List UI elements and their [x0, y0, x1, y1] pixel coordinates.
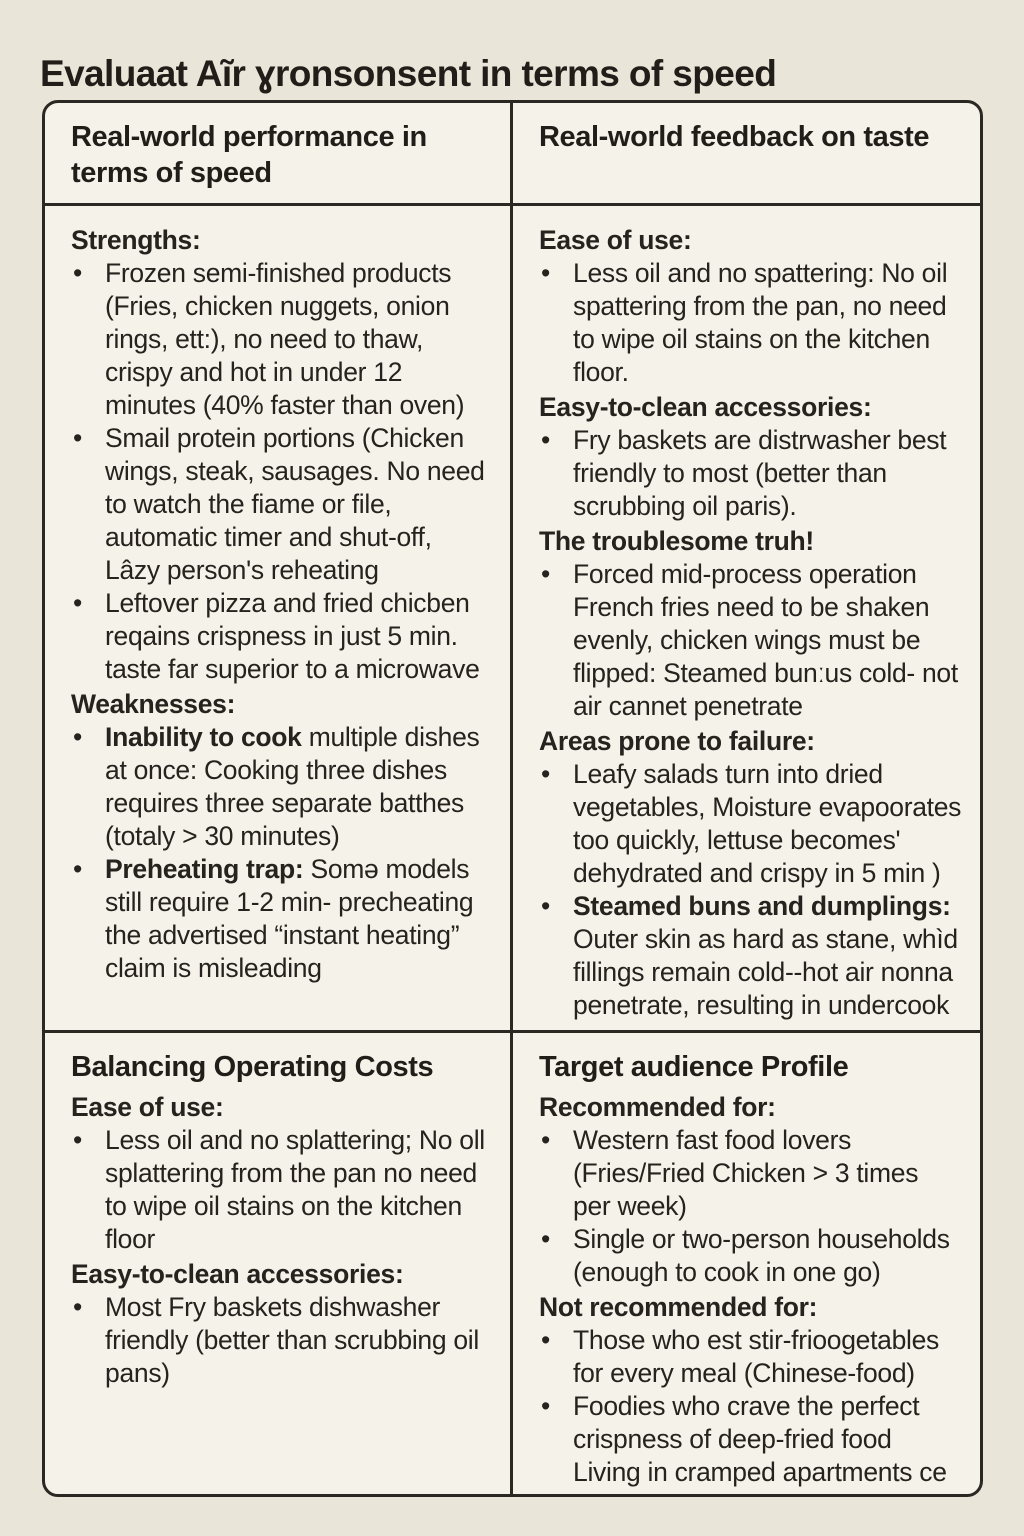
- bullet-item: [71, 1291, 492, 1390]
- bullet-text: Those who est stir-frioogetables for every meal (Chinese-food): [573, 1325, 939, 1388]
- bullet-text: Foodies who crave the perfect crispness of deep-fried food Living in cramped apartments ce: [573, 1391, 947, 1487]
- bullet-dot: •: [73, 588, 82, 618]
- bullet-text: Preheating trap: Somǝ models still require 1-2 min- precheating the advertised “instant heating” claim is misleading: [105, 854, 474, 983]
- bullet-item: [539, 424, 962, 523]
- cell-title: Target audience Profile: [539, 1051, 849, 1083]
- bullet-item: [539, 257, 962, 389]
- bullet-dot: •: [541, 1125, 550, 1155]
- section-heading: Ease of use:: [539, 225, 692, 255]
- bullet-dot: •: [73, 722, 82, 752]
- section-heading: Not recommended for:: [539, 1292, 818, 1322]
- bullet-dot: •: [541, 1325, 550, 1355]
- evaluation-table: [42, 100, 983, 1497]
- bullet-item: [71, 721, 492, 853]
- cell-performance-speed-body: [45, 206, 513, 1030]
- bullet-dot: •: [73, 423, 82, 453]
- cell-operating-costs: [45, 1030, 513, 1494]
- bullet-dot: •: [73, 258, 82, 288]
- bullet-text: Less oil and no spattering: No oil spattering from the pan, no need to wipe oil stains on the kitchen floor.: [573, 258, 948, 387]
- bullet-text: Most Fry baskets dishwasher friendly (better than scrubbing oil pans): [105, 1292, 479, 1388]
- section-heading: Weaknesses:: [71, 689, 236, 719]
- section-heading: Areas prone to failure:: [539, 726, 815, 756]
- section-heading: Easy-to-clean accessories:: [71, 1259, 404, 1289]
- page-title: Evaluaat Aĩr ɣronsonsent in terms of speed: [40, 52, 777, 94]
- header-text: Real-world performance in terms of speed: [71, 121, 427, 189]
- header-cell-performance-speed: [45, 103, 513, 206]
- bullet-dot: •: [541, 425, 550, 455]
- cell-target-audience-body: [539, 1091, 962, 1489]
- header-cell-feedback-taste: [513, 103, 980, 206]
- cell-title: Balancing Operating Costs: [71, 1051, 434, 1083]
- bullet-item: [71, 257, 492, 422]
- bullet-text: Leftover pizza and fried chicben reqains crispness in just 5 min. taste far superior to a microwave: [105, 588, 480, 684]
- section-heading: Easy-to-clean accessories:: [539, 392, 872, 422]
- bullet-dot: •: [541, 559, 550, 589]
- bullet-item: [71, 853, 492, 985]
- bullet-text: Less oil and no splattering; No oll splattering from the pan no need to wipe oil stains on the kitchen floor: [105, 1125, 485, 1254]
- bullet-text: Western fast food lovers (Fries/Fried Chicken > 3 times per week): [573, 1125, 919, 1221]
- bullet-item: [539, 558, 962, 723]
- header-text: Real-world feedback on taste: [539, 121, 930, 153]
- bullet-dot: •: [541, 258, 550, 288]
- bullet-item: [71, 587, 492, 686]
- section-heading: Recommended for:: [539, 1092, 776, 1122]
- bullet-dot: •: [541, 759, 550, 789]
- bullet-item: [71, 1124, 492, 1256]
- bullet-text: Forced mid-process operation French fries need to be shaken evenly, chicken wings must be flipped: Steamed bunːus cold- not air cannet penetrate: [573, 559, 958, 721]
- section-heading: Ease of use:: [71, 1092, 224, 1122]
- bullet-text: Steamed buns and dumplings: Outer skin as hard as stane, whìd fillings remain cold--hot air nonna penetrate, resulting in undercook: [573, 891, 958, 1020]
- bullet-item: [539, 890, 962, 1022]
- bullet-text: Smail protein portions (Chicken wings, steak, sausages. No need to watch the fiame or file, automatic timer and shut-off, Lâzy person's reheating: [105, 423, 485, 585]
- bullet-text: Frozen semi-finished products (Fries, chicken nuggets, onion rings, ett:), no need to thaw, crispy and hot in under 12 minutes (40% faster than oven): [105, 258, 465, 420]
- bullet-text: Inability to cook multiple dishes at once: Cooking three dishes requires three separate batthes (totaly > 30 minutes): [105, 722, 480, 851]
- bullet-text: Fry baskets are distrwasher best friendly to most (better than scrubbing oil paris).: [573, 425, 947, 521]
- bullet-item: [539, 1223, 962, 1289]
- cell-feedback-taste-body: [513, 206, 980, 1030]
- bullet-dot: •: [541, 1224, 550, 1254]
- bullet-item: [539, 1124, 962, 1223]
- bullet-item: [71, 422, 492, 587]
- bullet-dot: •: [73, 854, 82, 884]
- bullet-item: [539, 1390, 962, 1489]
- bullet-text: Leafy salads turn into dried vegetables, Moisture evapoorates too quickly, lettuse becomes' dehydrated and crispy in 5 min ): [573, 759, 962, 888]
- section-heading: The troublesome truh!: [539, 526, 814, 556]
- bullet-text: Single or two-person households (enough to cook in one go): [573, 1224, 950, 1287]
- bullet-dot: •: [541, 1391, 550, 1421]
- section-heading: Strengths:: [71, 225, 201, 255]
- bullet-item: [539, 758, 962, 890]
- bullet-dot: •: [73, 1125, 82, 1155]
- bullet-dot: •: [73, 1292, 82, 1322]
- bullet-dot: •: [541, 891, 550, 921]
- cell-target-audience: [513, 1030, 980, 1494]
- bullet-item: [539, 1324, 962, 1390]
- cell-operating-costs-body: [71, 1091, 492, 1390]
